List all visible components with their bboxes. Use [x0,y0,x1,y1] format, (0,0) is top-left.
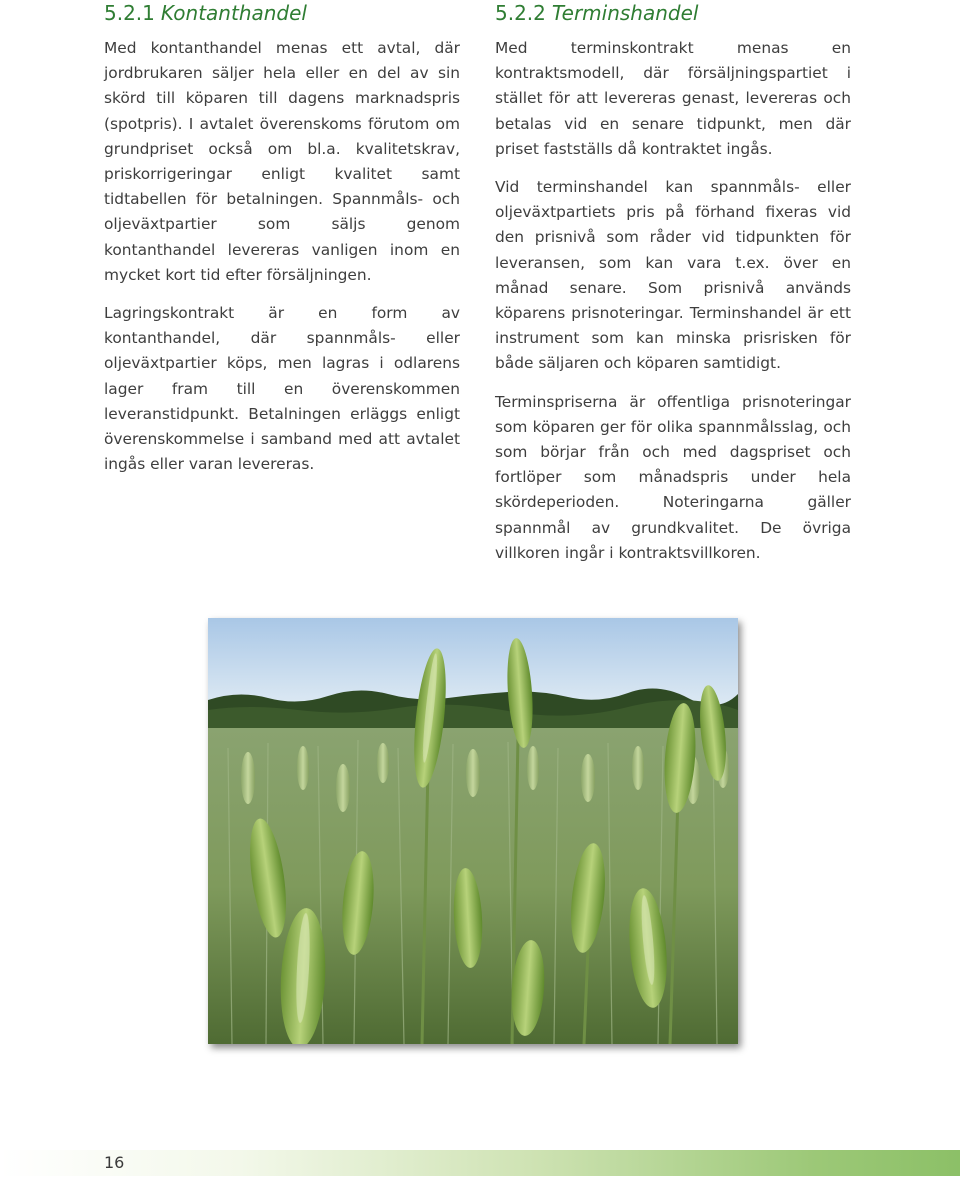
section-heading-terminshandel [495,0,851,26]
section-title: Kontanthandel [160,1,307,25]
wheat-field-photo [208,618,738,1044]
section-title: Terminshandel [551,1,699,25]
paragraph: Med terminskontrakt menas en kontraktsmodell, där försäljningspartiet i stället för att levereras genast, levereras och betalas vid en senare tidpunkt, men där priset fastställs då kontraktet ingås. [495,39,851,158]
left-column [104,0,460,477]
paragraph: Lagringskontrakt är en form av kontanthandel, där spannmåls- eller oljeväxtpartier köps, men lagras i odlarens lager fram till en överenskommen leveranstidpunkt. Betalningen erläggs enligt överenskommelse i samband med att avtalet ingås eller varan levereras. [104,304,460,474]
section-heading-kontanthandel [104,0,460,26]
section-number: 5.2.1 [104,1,155,25]
page-number: 16 [104,1153,125,1172]
footer-bar [0,1150,960,1176]
section-number: 5.2.2 [495,1,546,25]
paragraph: Terminspriserna är offentliga prisnoteringar som köparen ger för olika spannmålsslag, och som börjar från och med dagspriset och fortlöper som månadspris under hela skördeperioden. Noteringarna gäller spannmål av grundkvalitet. De övriga villkoren ingår i kontraktsvillkoren. [495,392,851,562]
paragraph: Vid terminshandel kan spannmåls- eller oljeväxtpartiets pris på förhand fixeras vid den prisnivå som råder vid tidpunkten för leveransen, som kan vara t.ex. över en månad senare. Som prisnivå används köparens prisnoteringar. Terminshandel är ett instrument som kan minska prisrisken för både säljaren och köparen samtidigt. [495,178,851,373]
right-column [495,0,851,566]
paragraph: Med kontanthandel menas ett avtal, där jordbrukaren säljer hela eller en del av sin skörd till köparen till dagens marknadspris (spotpris). I avtalet överenskoms förutom om grundpriset också om bl.a. kvalitetskrav, priskorrigeringar enligt kvalitet samt tidtabellen för betalningen. Spannmåls- och oljeväxtpartier som säljs genom kontanthandel levereras vanligen inom en mycket kort tid efter försäljningen. [104,39,460,284]
